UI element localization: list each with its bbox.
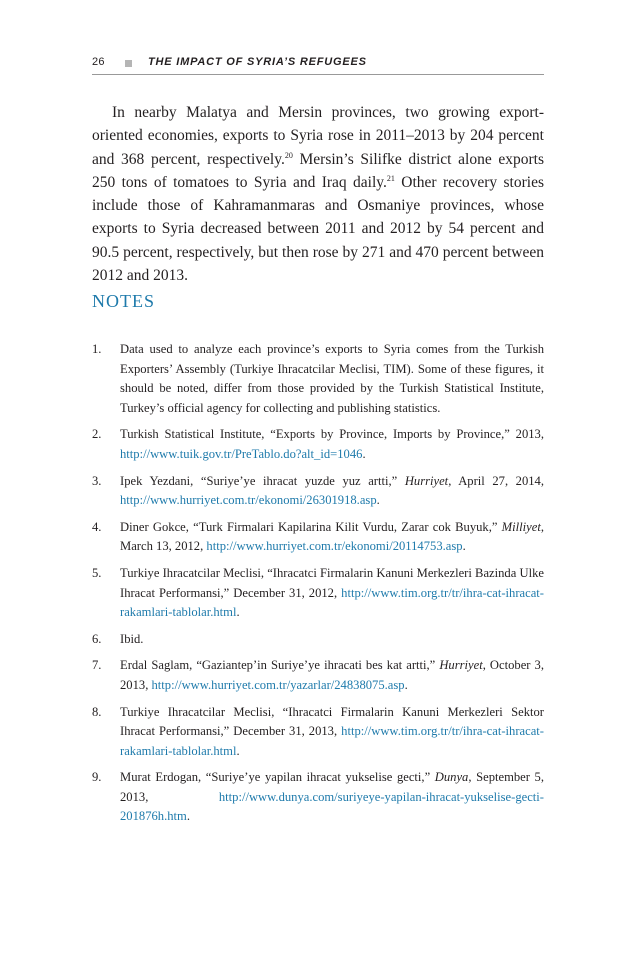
text-run: Ibid. <box>120 631 144 646</box>
note-number: 4. <box>92 519 102 534</box>
text-run: , September 5, 2013, <box>120 770 544 804</box>
footnote-ref: 20 <box>284 150 293 160</box>
note-text <box>120 705 544 758</box>
text-run: , October 3, 2013, <box>120 658 545 692</box>
note-item <box>92 768 544 827</box>
note-number: 1. <box>92 342 102 356</box>
notes-list <box>92 340 544 834</box>
note-text <box>120 632 143 646</box>
note-text <box>120 520 544 554</box>
text-run: , March 13, 2012, <box>120 519 544 554</box>
citation-link[interactable]: http://www.tim.org.tr/tr/ihra-cat-ihracat-rakamlari-tablolar.html <box>120 585 544 620</box>
text-run: , April 27, 2014, <box>448 473 545 488</box>
note-number: 9. <box>92 770 102 785</box>
text-run: . <box>236 605 240 620</box>
citation-link[interactable]: http://www.hurriyet.com.tr/ekonomi/20114753.asp <box>206 539 463 554</box>
publication-title: Hurriyet <box>404 473 449 488</box>
note-item <box>92 703 544 762</box>
text-run: . <box>462 539 466 554</box>
note-item <box>92 472 544 511</box>
note-item <box>92 630 544 650</box>
note-number: 8. <box>92 704 102 719</box>
publication-title: Dunya <box>434 770 469 785</box>
text-run: Turkish Statistical Institute, “Exports by Province, Imports by Province,” 2013, <box>120 427 544 442</box>
citation-link[interactable]: http://www.hurriyet.com.tr/yazarlar/24838075.asp <box>151 677 405 692</box>
text-run: Turkiye Ihracatcilar Meclisi, “Ihracatci Firmalarin Kanuni Merkezleri Sektor Ihracat Performansi,” December 31, 2013, <box>120 704 544 739</box>
text-run: . <box>236 743 240 758</box>
note-text <box>120 342 544 415</box>
note-item <box>92 656 544 695</box>
text-run: Other recovery stories include those of Kahramanmaras and Osmaniye provinces, whose exports to Syria decreased between 2011 and 2012 by 54 percent and 90.5 percent, respectively, but then rose by 271 and 470 percent between 2012 and 2013. <box>92 173 544 285</box>
text-run: . <box>376 493 380 508</box>
text-run: Turkiye Ihracatcilar Meclisi, “Ihracatci Firmalarin Kanuni Merkezleri Bazinda Ulke Ihracat Performansi,” December 31, 2012, <box>120 565 544 600</box>
header-square-ornament <box>125 60 132 67</box>
citation-link[interactable]: http://www.tim.org.tr/tr/ihra-cat-ihracat-rakamlari-tablolar.html <box>120 724 544 758</box>
header-rule <box>92 74 544 75</box>
footnote-ref: 21 <box>386 173 395 183</box>
page-number: 26 <box>92 56 105 68</box>
text-run: Data used to analyze each province’s exports to Syria comes from the Turkish Exporters’ Assembly (Turkiye Ihracatcilar Meclisi, TIM). Some of these figures, it should be noted, differ from those provided by the Turkish Statistical Institute, Turkey’s official agency for collecting and publishing statistics. <box>120 342 544 415</box>
citation-link[interactable]: http://www.dunya.com/suriyeye-yapilan-ihracat-yukselise-gecti-201876h.htm <box>120 789 544 824</box>
note-text <box>120 474 544 508</box>
running-header <box>92 54 544 74</box>
note-item <box>92 340 544 418</box>
note-number: 6. <box>92 631 102 646</box>
text-run: . <box>362 446 366 461</box>
text-run: Mersin’s Silifke district alone exports 250 tons of tomatoes to Syria and Iraq daily. <box>92 150 544 191</box>
text-run: . <box>404 677 408 692</box>
text-run: . <box>186 809 190 824</box>
text-run: Murat Erdogan, “Suriye’ye yapilan ihracat yukselise gecti,” <box>120 770 435 785</box>
body-paragraph <box>92 101 544 287</box>
note-item <box>92 564 544 623</box>
note-number: 2. <box>92 427 102 442</box>
text-run: Erdal Saglam, “Gaziantep’in Suriye’ye ihracati bes kat artti,” <box>120 658 440 673</box>
note-text <box>120 658 544 692</box>
note-text <box>120 566 544 619</box>
text-run: In nearby Malatya and Mersin provinces, two growing export-oriented economies, exports to Syria rose in 2011–2013 by 204 percent and 368 percent, respectively. <box>92 104 544 168</box>
note-number: 7. <box>92 658 102 673</box>
publication-title: Hurriyet <box>439 658 483 673</box>
notes-heading: NOTES <box>92 291 155 311</box>
note-text <box>120 427 544 461</box>
note-number: 3. <box>92 473 102 488</box>
publication-title: Milliyet <box>501 519 541 534</box>
note-item <box>92 518 544 557</box>
citation-link[interactable]: http://www.hurriyet.com.tr/ekonomi/26301918.asp <box>120 493 377 508</box>
running-title: THE IMPACT OF SYRIA’S REFUGEES <box>148 56 367 68</box>
note-text <box>120 770 544 823</box>
note-number: 5. <box>92 565 102 580</box>
note-item <box>92 425 544 464</box>
citation-link[interactable]: http://www.tuik.gov.tr/PreTablo.do?alt_id=1046 <box>120 446 363 461</box>
text-run: Diner Gokce, “Turk Firmalari Kapilarina Kilit Vurdu, Zarar cok Buyuk,” <box>120 519 502 534</box>
text-run: Ipek Yezdani, “Suriye’ye ihracat yuzde yuz artti,” <box>120 473 405 488</box>
